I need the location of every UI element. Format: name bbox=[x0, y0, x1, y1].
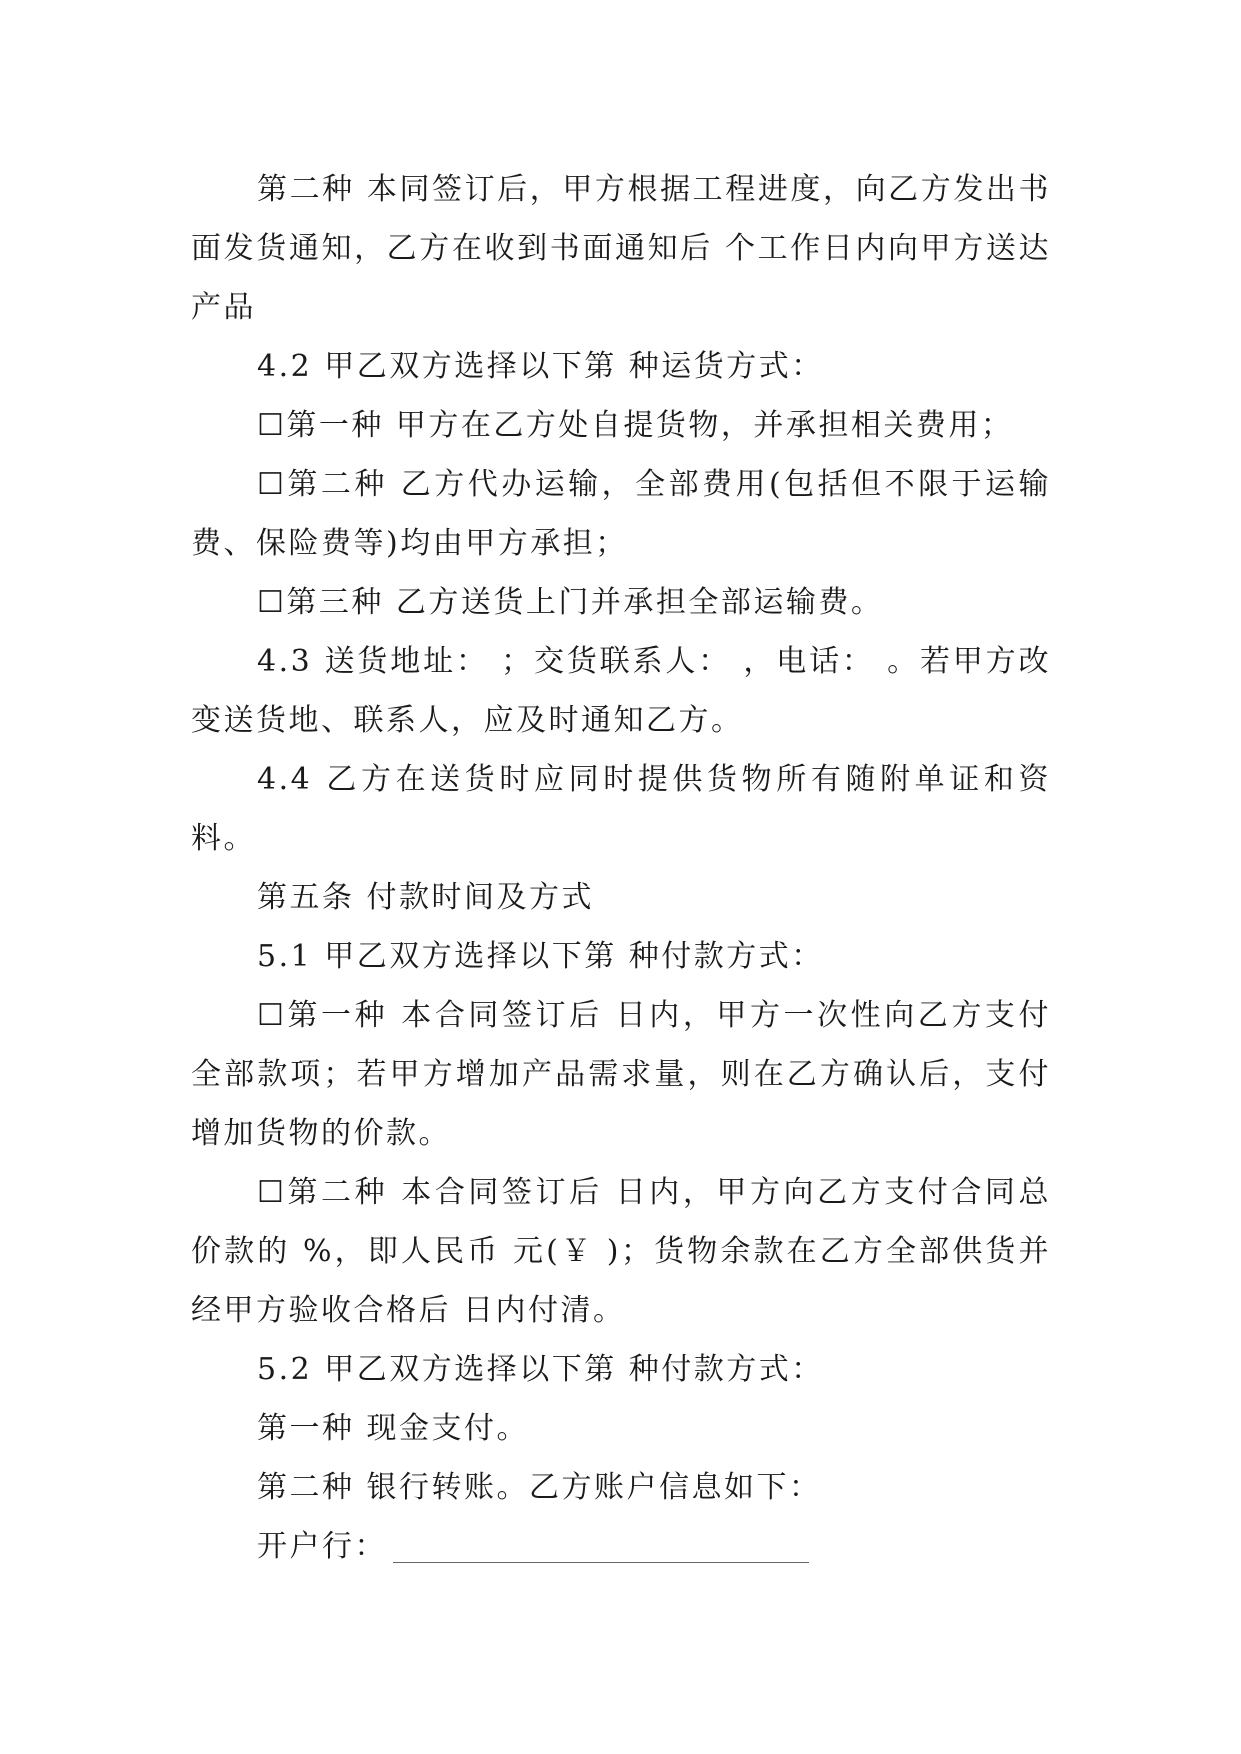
paragraph-transport-option-two: ☐第二种 乙方代办运输，全部费用(包括但不限于运输费、保险费等)均由甲方承担； bbox=[191, 467, 1051, 561]
bank-label: 开户行： bbox=[257, 1529, 387, 1564]
paragraph-transport-option-one: ☐第一种 甲方在乙方处自提货物，并承担相关费用； bbox=[257, 408, 1014, 443]
heading-article-five: 第五条 付款时间及方式 bbox=[257, 880, 595, 915]
document-body bbox=[191, 160, 1051, 1576]
paragraph-payment-option-two: ☐第二种 本合同签订后 日内，甲方向乙方支付合同总价款的 %，即人民币 元(￥ )；货物余款在乙方全部供货并经甲方验收合格后 日内付清。 bbox=[191, 1175, 1051, 1328]
paragraph-5-1-payment-method: 5.1 甲乙双方选择以下第 种付款方式： bbox=[257, 939, 824, 974]
paragraph-bank-transfer: 第二种 银行转账。乙方账户信息如下： bbox=[257, 1470, 822, 1505]
bank-line bbox=[191, 1517, 1051, 1576]
paragraph-cash-payment: 第一种 现金支付。 bbox=[257, 1411, 530, 1446]
paragraph-4-3-delivery-address: 4.3 送货地址： ；交货联系人： ，电话： 。若甲方改变送货地、联系人，应及时通知乙方。 bbox=[191, 644, 1051, 738]
paragraph-delivery-option-two: 第二种 本同签订后，甲方根据工程进度，向乙方发出书面发货通知，乙方在收到书面通知后 个工作日内向甲方送达产品 bbox=[191, 172, 1051, 325]
paragraph-5-2-payment-method: 5.2 甲乙双方选择以下第 种付款方式： bbox=[257, 1352, 824, 1387]
paragraph-4-4-documents: 4.4 乙方在送货时应同时提供货物所有随附单证和资料。 bbox=[191, 762, 1051, 856]
paragraph-4-2-transport-method: 4.2 甲乙双方选择以下第 种运货方式： bbox=[257, 349, 824, 384]
paragraph-payment-option-one: ☐第一种 本合同签订后 日内，甲方一次性向乙方支付全部款项；若甲方增加产品需求量，则在乙方确认后，支付增加货物的价款。 bbox=[191, 998, 1051, 1151]
paragraph-transport-option-three: ☐第三种 乙方送货上门并承担全部运输费。 bbox=[257, 585, 884, 620]
bank-blank-underline bbox=[393, 1561, 809, 1563]
